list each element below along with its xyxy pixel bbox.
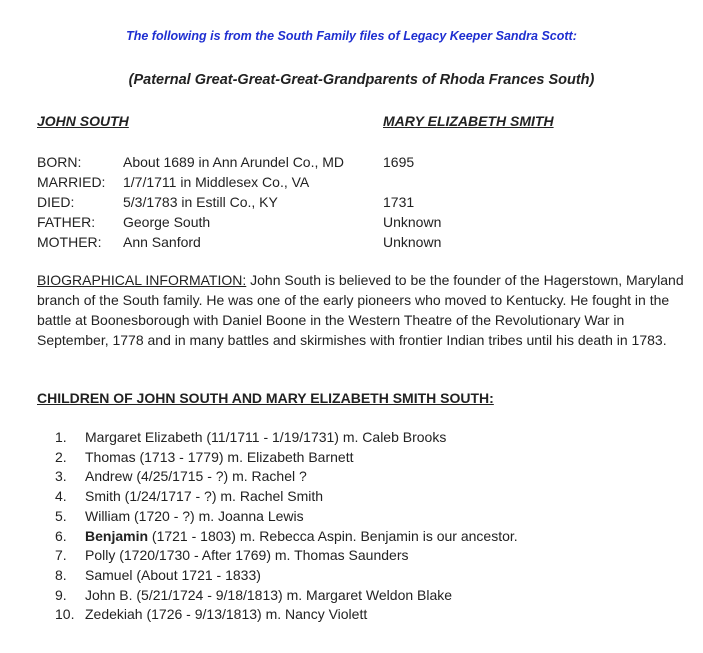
- husband-fact: 1/7/1711 in Middlesex Co., VA: [123, 174, 310, 190]
- child-text: Thomas (1713 - 1779) m. Elizabeth Barnett: [85, 448, 354, 465]
- husband-name-heading: JOHN SOUTH: [37, 113, 129, 129]
- child-text: Samuel (About 1721 - 1833): [85, 566, 261, 583]
- children-list: [55, 428, 518, 625]
- list-number: 3.: [55, 468, 67, 485]
- wife-fact: Unknown: [383, 214, 442, 230]
- child-text: Smith (1/24/1717 - ?) m. Rachel Smith: [85, 488, 324, 505]
- list-item: [55, 467, 518, 487]
- fact-label: MOTHER:: [37, 234, 102, 250]
- list-number: 8.: [55, 566, 67, 583]
- fact-label: DIED:: [37, 194, 75, 210]
- fact-label: MARRIED:: [37, 174, 106, 190]
- fact-row-died: [37, 192, 441, 212]
- husband-fact: George South: [123, 214, 211, 230]
- bio-label: BIOGRAPHICAL INFORMATION:: [37, 272, 247, 288]
- fact-row-born: [37, 152, 441, 172]
- child-text: Margaret Elizabeth (11/1711 - 1/19/1731) m. Caleb Brooks: [85, 429, 447, 445]
- child-text: John B. (5/21/1724 - 9/18/1813) m. Margaret Weldon Blake: [85, 586, 453, 603]
- wife-fact: 1695: [383, 154, 415, 170]
- intro-line: The following is from the South Family files of Legacy Keeper Sandra Scott:: [126, 29, 577, 43]
- child-text: Andrew (4/25/1715 - ?) m. Rachel ?: [85, 468, 307, 485]
- list-item: [55, 566, 518, 586]
- child-text: Polly (1720/1730 - After 1769) m. Thomas Saunders: [85, 547, 409, 564]
- wife-fact: 1731: [383, 194, 415, 210]
- fact-label: FATHER:: [37, 214, 96, 230]
- list-item: [55, 487, 518, 507]
- fact-label: BORN:: [37, 154, 82, 170]
- wife-name-heading: MARY ELIZABETH SMITH: [383, 113, 554, 129]
- bio-text: John South is believed to be the founder of the Hagerstown, Maryland branch of the South family. He was one of the early pioneers who moved to Kentucky. He fought in the battle at Boonesborough with Daniel Boone in the Western Theatre of the Revolutionary War in September, 1778 and in many battles and skirmishes with frontier Indian tribes until his death in 1783.: [37, 272, 684, 348]
- children-heading: CHILDREN OF JOHN SOUTH AND MARY ELIZABETH SMITH SOUTH:: [37, 390, 494, 406]
- list-number: 7.: [55, 547, 67, 564]
- fact-row-married: [37, 172, 441, 192]
- husband-fact: Ann Sanford: [123, 234, 201, 250]
- list-number: 4.: [55, 488, 67, 505]
- list-item: [55, 507, 518, 527]
- list-number: 6.: [55, 527, 67, 544]
- subtitle: (Paternal Great-Great-Great-Grandparents of Rhoda Frances South): [128, 72, 595, 88]
- husband-fact: About 1689 in Ann Arundel Co., MD: [123, 154, 345, 170]
- vital-facts: [37, 152, 441, 252]
- husband-fact: 5/3/1783 in Estill Co., KY: [123, 194, 278, 210]
- wife-fact: Unknown: [383, 234, 442, 250]
- list-item: [55, 428, 518, 448]
- fact-row-father: [37, 212, 441, 232]
- list-number: 10.: [55, 606, 75, 623]
- list-number: 1.: [55, 429, 67, 445]
- list-item: [55, 448, 518, 468]
- child-text: (1721 - 1803) m. Rebecca Aspin. Benjamin is our ancestor.: [148, 527, 518, 544]
- child-name-bold: Benjamin: [85, 527, 149, 544]
- child-text: Zedekiah (1726 - 9/13/1813) m. Nancy Violett: [85, 606, 368, 623]
- list-item: [55, 586, 518, 606]
- list-number: 5.: [55, 507, 67, 524]
- list-item: [55, 605, 518, 625]
- list-number: 9.: [55, 586, 67, 603]
- fact-row-mother: [37, 232, 441, 252]
- list-item: [55, 546, 518, 566]
- child-text: William (1720 - ?) m. Joanna Lewis: [85, 507, 304, 524]
- list-number: 2.: [55, 448, 67, 465]
- list-item: [55, 527, 518, 547]
- biographical-information: [37, 270, 687, 350]
